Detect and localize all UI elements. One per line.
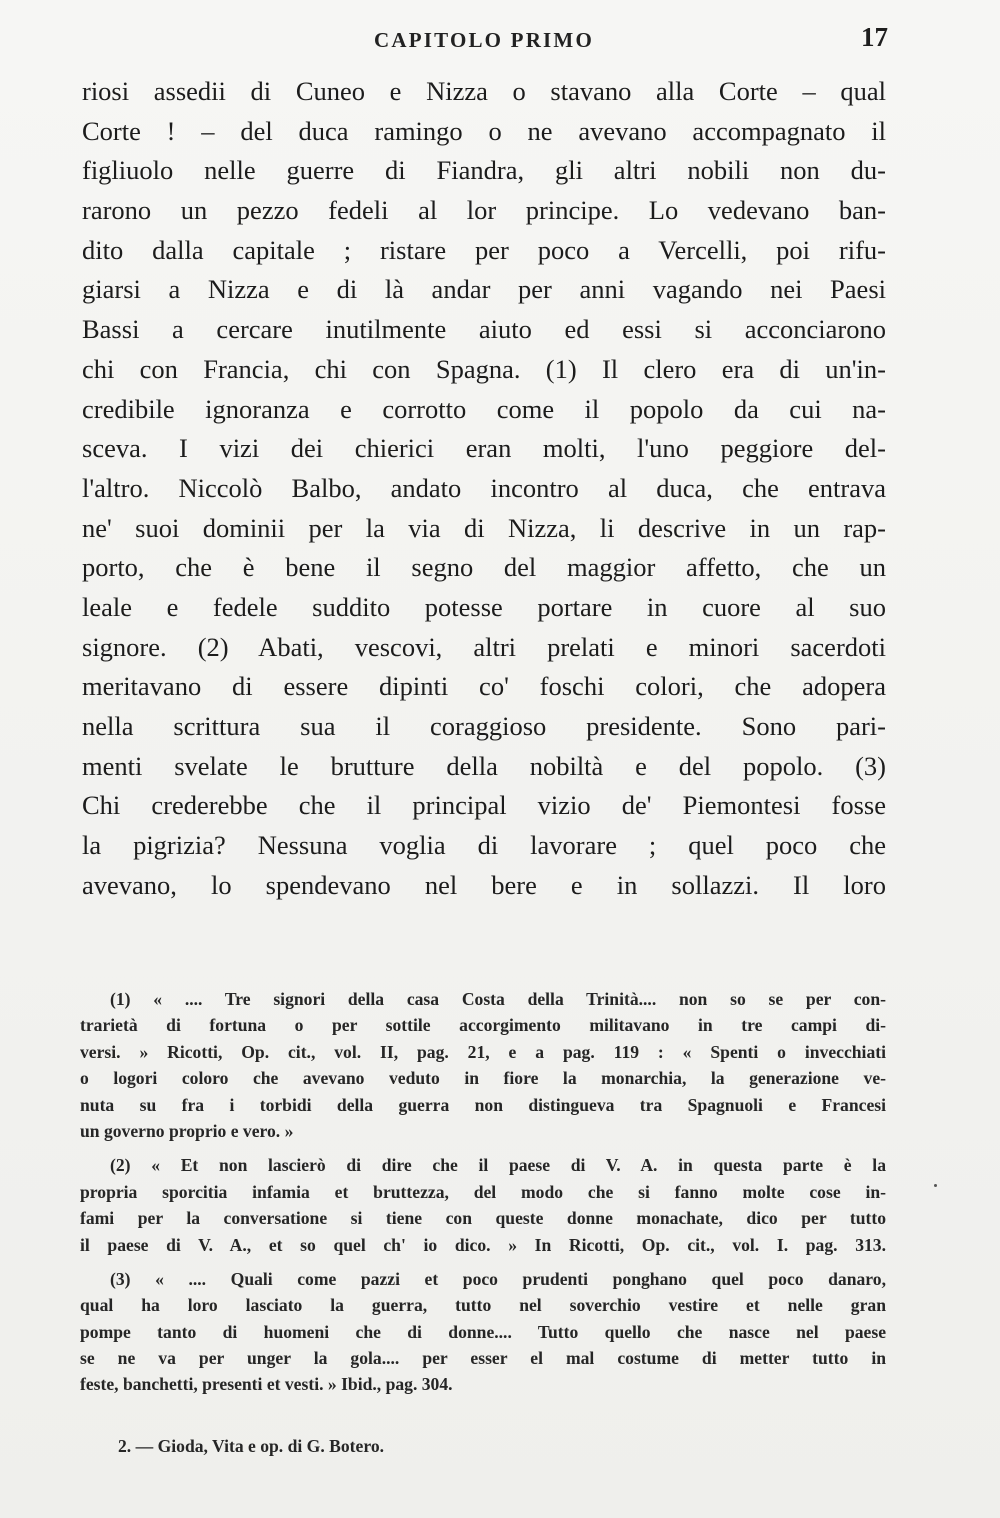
text-line: leale e fedele suddito potesse portare in cuore al suo (82, 591, 886, 622)
footnote-line: (1) « .... Tre signori della casa Costa della Trinità.... non so se per con- (110, 989, 886, 1009)
footnote-line: un governo proprio e vero. » (80, 1120, 294, 1141)
text-line: figliuolo nelle guerre di Fiandra, gli altri nobili non du- (82, 155, 886, 186)
text-line: porto, che è bene il segno del maggior affetto, che un (82, 552, 886, 583)
text-line: sceva. I vizi dei chierici eran molti, l'uno peggiore del- (82, 433, 886, 464)
footnote-line: versi. » Ricotti, Op. cit., vol. II, pag. 21, e a pag. 119 : « Spenti o invecchiati (80, 1041, 886, 1062)
main-text (82, 72, 886, 905)
page-number: 17 (861, 22, 888, 52)
text-line: signore. (2) Abati, vescovi, altri prelati e minori sacerdoti (82, 631, 886, 662)
text-line: avevano, lo spendevano nel bere e in sollazzi. Il loro (82, 869, 886, 900)
text-line: nella scrittura sua il coraggioso presidente. Sono pari- (82, 711, 886, 741)
footnote-2 (80, 1152, 886, 1258)
text-line: giarsi a Nizza e di là andar per anni vagando nei Paesi (82, 274, 886, 305)
text-line: rarono un pezzo fedeli al lor principe. Lo vedevano ban- (82, 195, 886, 226)
footnote-line: fami per la conversatione si tiene con queste donne monachate, dico per tutto (80, 1208, 886, 1229)
text-line: ne' suoi dominii per la via di Nizza, li descrive in un rap- (82, 512, 886, 543)
footnote-3 (80, 1266, 886, 1398)
text-line: Corte ! – del duca ramingo o ne avevano accompagnato il (82, 115, 886, 146)
footnote-line: nuta su fra i torbidi della guerra non distingueva tra Spagnuoli e Francesi (80, 1094, 886, 1115)
footnote-line: propria sporcitia infamia et bruttezza, del modo che si fanno molte cose in- (80, 1181, 886, 1202)
text-line: meritavano di essere dipinti co' foschi colori, che adopera (82, 671, 886, 702)
running-head: CAPITOLO PRIMO (373, 28, 594, 52)
text-line: Bassi a cercare inutilmente aiuto ed essi si acconciarono (82, 314, 886, 345)
text-line: menti svelate le brutture della nobiltà e del popolo. (3) (82, 750, 886, 781)
text-line: la pigrizia? Nessuna voglia di lavorare ; quel poco che (82, 830, 886, 861)
text-line: dito dalla capitale ; ristare per poco a Vercelli, poi rifu- (82, 234, 886, 265)
footnote-line: trarietà di fortuna o per sottile accorgimento militavano in tre campi di- (80, 1015, 886, 1036)
text-line: l'altro. Niccolò Balbo, andato incontro al duca, che entrava (82, 472, 886, 503)
text-line: credibile ignoranza e corrotto come il popolo da cui na- (82, 393, 886, 424)
footnote-line: feste, banchetti, presenti et vesti. » Ibid., pag. 304. (80, 1374, 453, 1395)
text-line: chi con Francia, chi con Spagna. (1) Il clero era di un'in- (82, 353, 886, 384)
footnotes (80, 986, 886, 1398)
footnote-line: pompe tanto di huomeni che di donne.... Tutto quello che nasce nel paese (80, 1321, 886, 1342)
page-header (80, 22, 888, 58)
stray-mark (934, 1184, 937, 1187)
footnote-line: se ne va per unger la gola.... per esser el mal costume di metter tutto in (80, 1348, 886, 1369)
footnote-1 (80, 986, 886, 1144)
text-line: Chi crederebbe che il principal vizio de' Piemontesi fosse (82, 790, 886, 821)
text-line: riosi assedii di Cuneo e Nizza o stavano alla Corte – qual (82, 76, 886, 106)
footnote-line: qual ha loro lasciato la guerra, tutto nel soverchio vestire et nelle gran (80, 1295, 886, 1316)
printer-signature: 2. — Gioda, Vita e op. di G. Botero. (118, 1436, 385, 1456)
footnote-line: (2) « Et non lascierò di dire che il paese di V. A. in questa parte è la (110, 1155, 886, 1176)
footnote-line: o logori coloro che avevano veduto in fiore la monarchia, la generazione ve- (80, 1068, 886, 1089)
footnote-line: (3) « .... Quali come pazzi et poco prudenti ponghano quel poco danaro, (110, 1268, 886, 1289)
footnote-line: il paese di V. A., et so quel ch' io dico. » In Ricotti, Op. cit., vol. I. pag. 313. (80, 1234, 886, 1255)
